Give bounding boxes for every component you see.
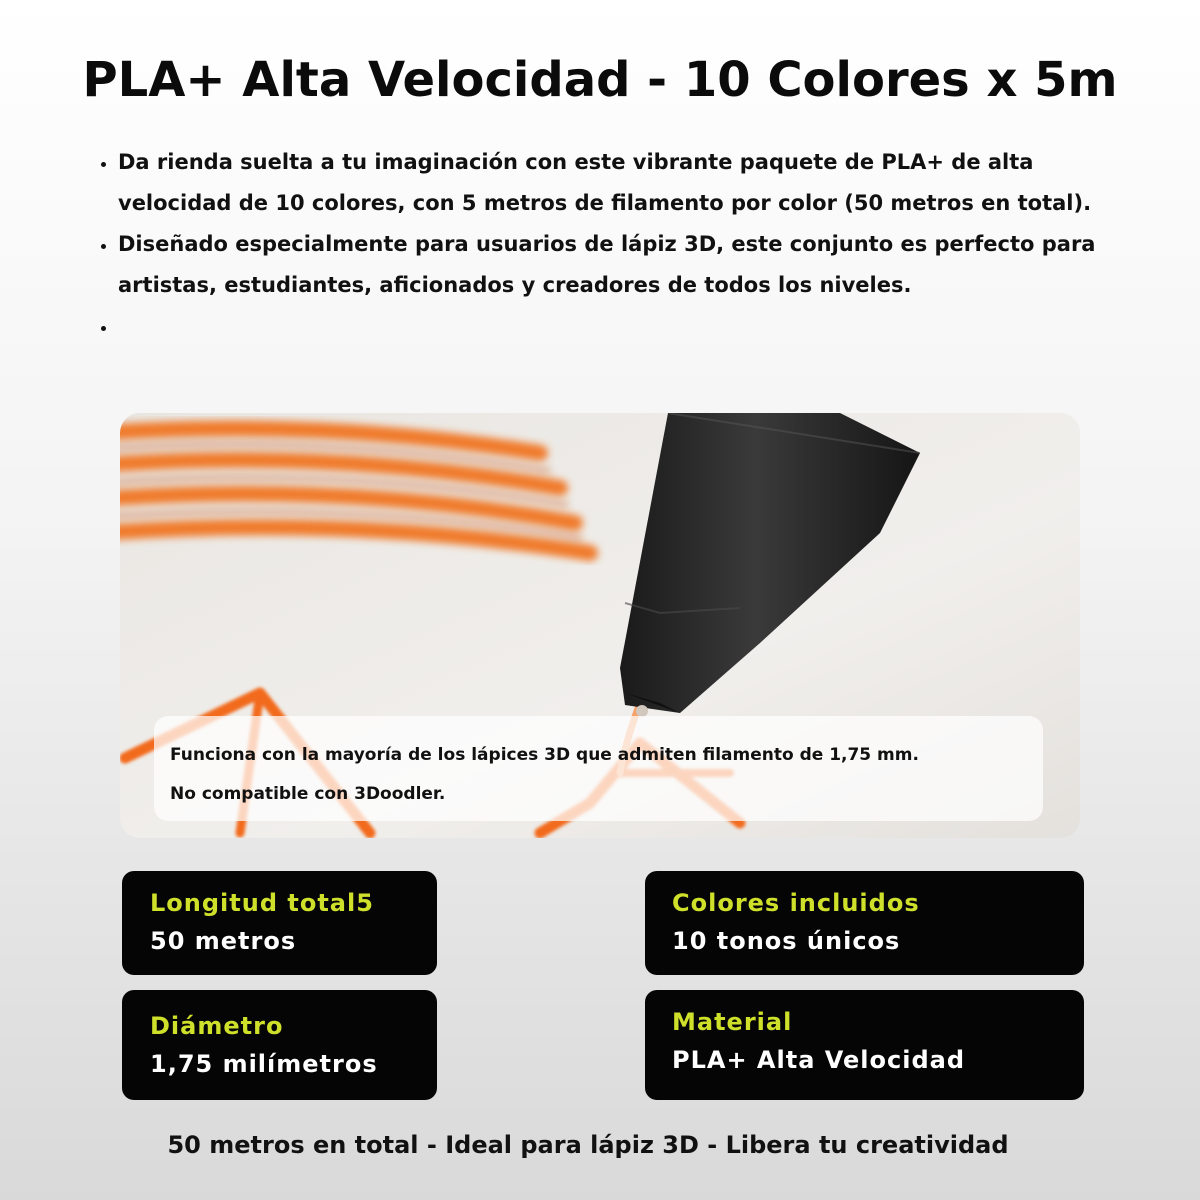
spec-value: 10 tonos únicos <box>672 927 901 955</box>
spec-card-colors <box>645 871 1084 975</box>
compatibility-line: Funciona con la mayoría de los lápices 3D que admiten filamento de 1,75 mm. <box>170 745 919 765</box>
spec-label: Colores incluidos <box>672 889 920 917</box>
tagline: 50 metros en total - Ideal para lápiz 3D - Libera tu creatividad <box>167 1131 1009 1159</box>
compatibility-note <box>154 716 1043 821</box>
feature-list <box>90 142 1138 347</box>
feature-item: • Diseñado especialmente para usuarios de lápiz 3D, este conjunto es perfecto para artistas, estudiantes, aficionados y creadores de todos los niveles. <box>118 224 1138 306</box>
feature-item-empty <box>118 306 1138 347</box>
spec-label: Longitud total5 <box>150 889 374 917</box>
page-title: PLA+ Alta Velocidad - 10 Colores x 5m <box>82 52 1118 108</box>
spec-value: 50 metros <box>150 927 297 955</box>
spec-card-diameter <box>122 990 437 1100</box>
feature-item: • Da rienda suelta a tu imaginación con este vibrante paquete de PLA+ de alta velocidad de 10 colores, con 5 metros de filamento por color (50 metros en total). <box>118 142 1138 224</box>
spec-value: 1,75 milímetros <box>150 1050 378 1078</box>
spec-card-length <box>122 871 437 975</box>
spec-label: Diámetro <box>150 1012 284 1040</box>
incompatibility-line: No compatible con 3Doodler. <box>170 784 446 804</box>
spec-label: Material <box>672 1008 793 1036</box>
spec-value: PLA+ Alta Velocidad <box>672 1046 966 1074</box>
spec-card-material <box>645 990 1084 1100</box>
